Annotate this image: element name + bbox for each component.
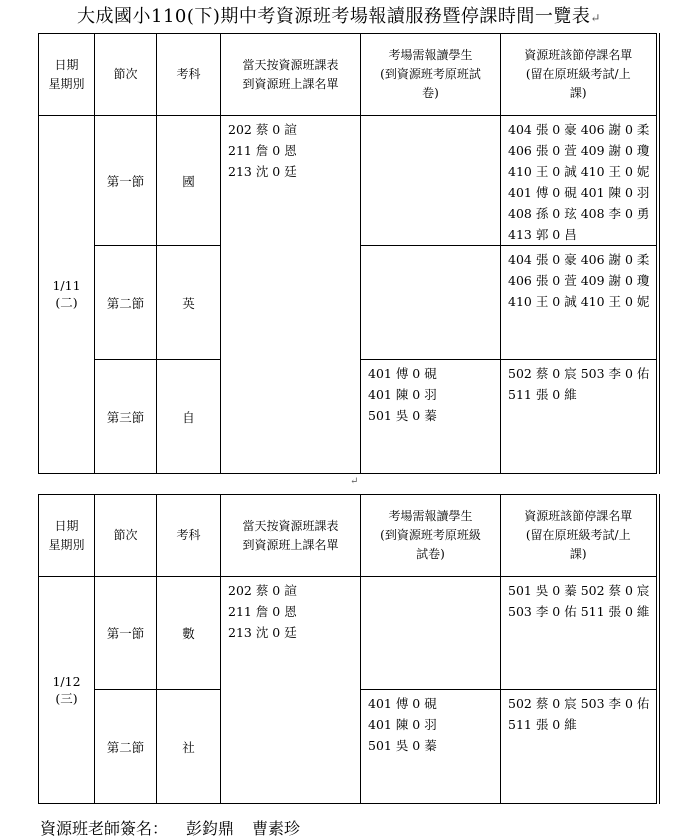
period-cell: 第一節: [95, 116, 157, 246]
list-item: 202 蔡 0 諠: [228, 122, 297, 137]
list-item: 401 傅 0 硯 401 陳 0 羽: [508, 185, 650, 200]
header-period: 節次: [95, 34, 157, 116]
reader-list-cell: [361, 577, 501, 690]
list-item: 404 張 0 豪 406 謝 0 柔: [508, 252, 650, 267]
header-resource: 當天按資源班課表 到資源班上課名單: [221, 34, 361, 116]
stop-list-cell: [501, 690, 658, 804]
date-cell: 1/12 (三): [39, 577, 95, 804]
stop-list-cell: [501, 577, 658, 690]
schedule-table-day2: [38, 494, 660, 804]
reader-list-cell: [361, 116, 501, 246]
list-item: 413 郭 0 昌: [508, 227, 577, 242]
list-item: 406 張 0 萱 409 謝 0 瓊: [508, 273, 650, 288]
signature-label: 資源班老師簽名：: [40, 819, 169, 838]
header-row: [39, 495, 658, 577]
subject-cell: 社: [157, 690, 221, 804]
subject-cell: 數: [157, 577, 221, 690]
reader-list-cell: [361, 690, 501, 804]
list-item: 406 張 0 萱 409 謝 0 瓊: [508, 143, 650, 158]
header-period: 節次: [95, 495, 157, 577]
list-item: 501 吳 0 蓁 502 蔡 0 宸: [508, 583, 650, 598]
stop-list-cell: [501, 360, 658, 474]
list-item: 502 蔡 0 宸 503 李 0 佑: [508, 696, 650, 711]
list-item: 404 張 0 豪 406 謝 0 柔: [508, 122, 650, 137]
header-reader: 考場需報讀學生 (到資源班考原班級 試卷): [361, 495, 501, 577]
reader-list-cell: [361, 246, 501, 360]
reader-list-cell: [361, 360, 501, 474]
list-item: 401 陳 0 羽: [368, 387, 437, 402]
stop-list-cell: [501, 116, 658, 246]
list-item: 511 張 0 維: [508, 717, 577, 732]
period-cell: 第三節: [95, 360, 157, 474]
resource-list-cell: [221, 577, 361, 804]
header-stop: 資源班該節停課名單 (留在原班級考試/上 課): [501, 34, 658, 116]
teacher-signature: [40, 816, 318, 839]
list-item: 202 蔡 0 諠: [228, 583, 297, 598]
list-item: 408 孫 0 玹 408 李 0 勇: [508, 206, 650, 221]
subject-cell: 英: [157, 246, 221, 360]
header-date: 日期 星期別: [39, 34, 95, 116]
period-cell: 第二節: [95, 246, 157, 360]
list-item: 503 李 0 佑 511 張 0 維: [508, 604, 650, 619]
table-row: [39, 577, 658, 690]
header-date: 日期 星期別: [39, 495, 95, 577]
list-item: 211 詹 0 恩: [228, 143, 297, 158]
list-item: 211 詹 0 恩: [228, 604, 297, 619]
list-item: 501 吳 0 蓁: [368, 738, 437, 753]
resource-list-cell: [221, 116, 361, 474]
header-resource: 當天按資源班課表 到資源班上課名單: [221, 495, 361, 577]
header-stop: 資源班該節停課名單 (留在原班級考試/上 課): [501, 495, 658, 577]
list-item: 410 王 0 誠 410 王 0 妮: [508, 164, 650, 179]
list-item: 410 王 0 誠 410 王 0 妮: [508, 294, 650, 309]
subject-cell: 自: [157, 360, 221, 474]
header-subject: 考科: [157, 34, 221, 116]
period-cell: 第二節: [95, 690, 157, 804]
period-cell: 第一節: [95, 577, 157, 690]
date-cell: 1/11 (二): [39, 116, 95, 474]
list-item: 401 傅 0 硯: [368, 696, 437, 711]
list-item: 401 傅 0 硯: [368, 366, 437, 381]
list-item: 501 吳 0 蓁: [368, 408, 437, 423]
paragraph-mark: ↵: [350, 476, 359, 487]
header-subject: 考科: [157, 495, 221, 577]
list-item: 511 張 0 維: [508, 387, 577, 402]
list-item: 213 沈 0 廷: [228, 625, 297, 640]
list-item: 502 蔡 0 宸 503 李 0 佑: [508, 366, 650, 381]
list-item: 401 陳 0 羽: [368, 717, 437, 732]
header-reader: 考場需報讀學生 (到資源班考原班試 卷): [361, 34, 501, 116]
schedule-table-day1: [38, 33, 660, 474]
header-row: [39, 34, 658, 116]
table-row: [39, 116, 658, 246]
stop-list-cell: [501, 246, 658, 360]
page-title: 大成國小110(下)期中考資源班考場報讀服務暨停課時間一覽表↵: [77, 6, 601, 27]
subject-cell: 國: [157, 116, 221, 246]
teacher-name: 曹素珍: [252, 819, 301, 838]
teacher-name: 彭鈞鼎: [186, 819, 235, 838]
list-item: 213 沈 0 廷: [228, 164, 297, 179]
